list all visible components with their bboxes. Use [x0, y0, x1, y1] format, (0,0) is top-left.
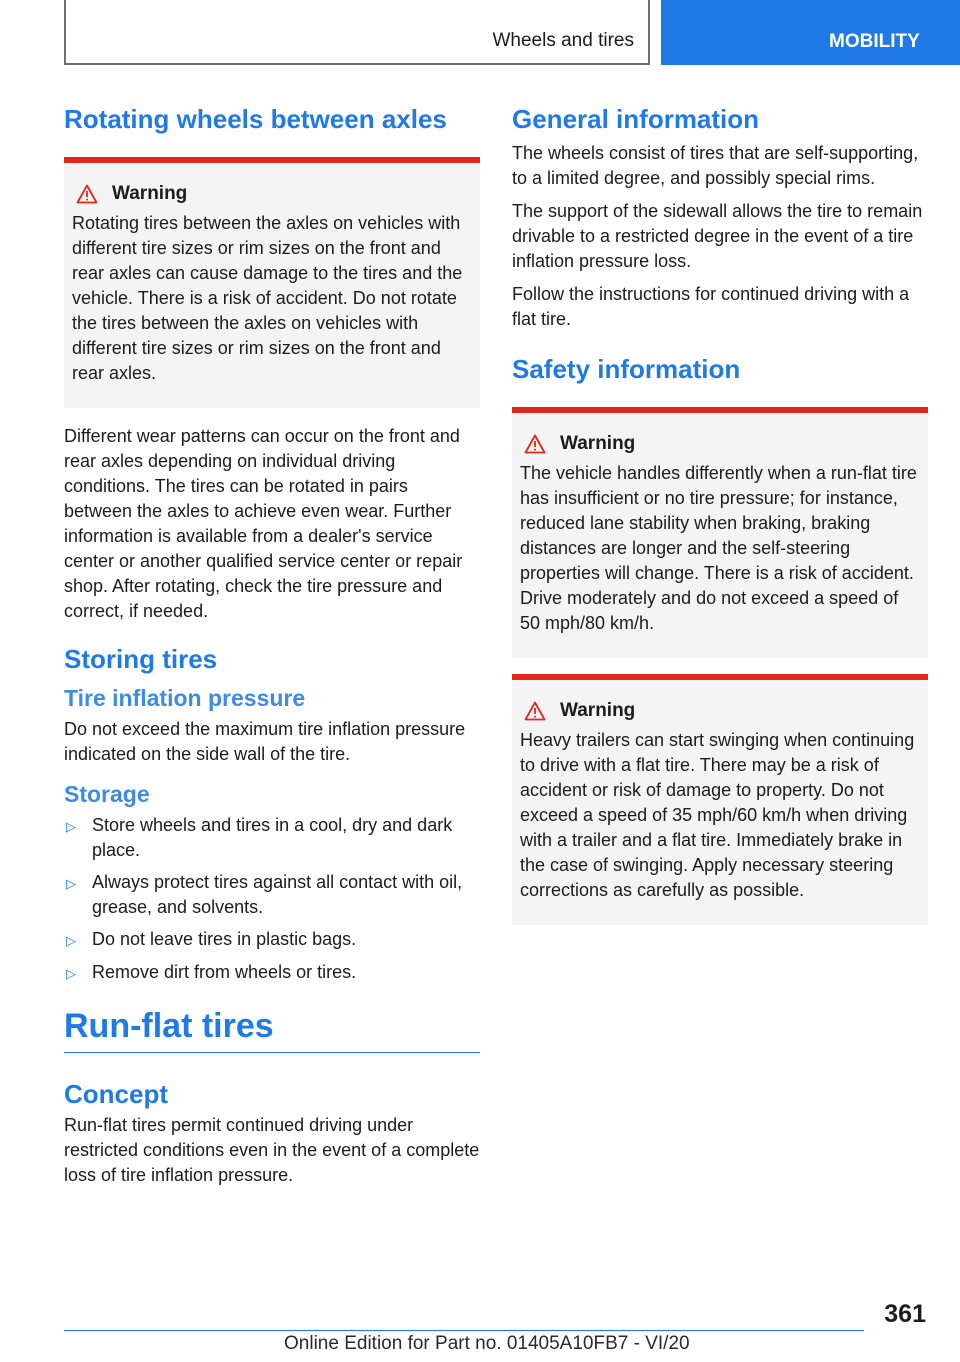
general-information-heading: General information [512, 104, 760, 134]
warning-title: Warning [112, 183, 188, 205]
warning-header [520, 700, 920, 722]
footer-edition-text: Online Edition for Part no. 01405A10FB7 - VI/20 [284, 1333, 690, 1354]
concept-body-text: Run-flat tires permit continued driving under restricted conditions even in the event of a complete loss of tire inflation pressure. [64, 1114, 480, 1185]
warning-text: The vehicle handles differently when a run-flat tire has insufficient or no tire pressure; for instance, reduced lane stability when braking, braking distances are longer and the self-steering properties will change. There is a risk of accident. Drive moderately and do not exceed a speed of 50 mph/80 km/h. [520, 463, 917, 634]
pressure-body-text: Do not exceed the maximum tire inflation pressure indicated on the side wall of the tire. [64, 718, 466, 764]
warning-header [520, 433, 920, 455]
left-column [64, 100, 480, 1196]
rotating-body-text: Different wear patterns can occur on the front and rear axles depending on individual driving conditions. The tires can be rotated in pairs between the axles to achieve even wear. Further information is available from a dealer's service center or another qualified service center or repair shop. After rotating, check the tire pressure and correct, if needed. [64, 426, 463, 622]
storage-heading: Storage [64, 780, 150, 807]
general-paragraph-1: The wheels consist of tires that are self-supporting, to a limited degree, and possibly special rims. [512, 143, 919, 189]
warning-box-rotating [64, 157, 480, 408]
header-section-title: Wheels and tires [492, 30, 634, 51]
list-item-text: Remove dirt from wheels or tires. [92, 961, 357, 982]
warning-triangle-icon [524, 701, 546, 721]
list-item-text: Always protect tires against all contact with oil, grease, and solvents. [92, 871, 463, 917]
triangle-bullet-icon: ▷ [66, 965, 76, 981]
warning-text: Rotating tires between the axles on vehicles with different tire sizes or rim sizes on the front and rear axles can cause damage to the tires and the vehicle. There is a risk of accident. Do not rotate the tires between the axles on vehicles with different tire sizes or rim sizes on the front and rear axles. [72, 213, 463, 384]
storing-tires-heading: Storing tires [64, 644, 218, 675]
general-paragraph-2: The support of the sidewall allows the tire to remain drivable to a restricted degree in the event of a tire inflation pressure loss. [512, 201, 923, 272]
triangle-bullet-icon: ▷ [66, 932, 76, 948]
warning-box-handling [512, 407, 928, 658]
header-chapter-tab [661, 0, 960, 65]
warning-triangle-icon [76, 184, 98, 204]
right-column [512, 100, 928, 941]
list-item [64, 870, 480, 920]
list-item [64, 927, 480, 953]
list-item-text: Store wheels and tires in a cool, dry and dark place. [92, 814, 453, 860]
run-flat-tires-heading: Run-flat tires [64, 1006, 480, 1054]
list-item [64, 813, 480, 863]
storage-list [64, 813, 480, 986]
tire-inflation-pressure-heading: Tire inflation pressure [64, 685, 306, 712]
warning-title: Warning [560, 433, 636, 455]
warning-box-trailer [512, 674, 928, 925]
warning-header [72, 183, 472, 205]
warning-title: Warning [560, 700, 636, 722]
list-item-text: Do not leave tires in plastic bags. [92, 928, 357, 949]
list-item [64, 960, 480, 986]
header-chapter-label: MOBILITY [829, 31, 920, 52]
triangle-bullet-icon: ▷ [66, 818, 76, 834]
warning-triangle-icon [524, 434, 546, 454]
header-box [64, 0, 650, 65]
safety-information-heading: Safety information [512, 354, 741, 385]
page-number: 361 [884, 1300, 926, 1328]
triangle-bullet-icon: ▷ [66, 875, 76, 891]
concept-heading: Concept [64, 1079, 168, 1110]
general-paragraph-3: Follow the instructions for continued driving with a flat tire. [512, 284, 910, 330]
warning-text: Heavy trailers can start swinging when continuing to drive with a flat tire. There may be a risk of accident or risk of damage to property. Do not exceed a speed of 35 mph/60 km/h when driving with a trailer and a flat tire. Immediately brake in the case of swinging. Apply necessary steering corrections as carefully as possible. [520, 730, 915, 901]
rotating-wheels-heading: Rotating wheels between axles [64, 104, 447, 134]
footer-divider [64, 1330, 864, 1331]
